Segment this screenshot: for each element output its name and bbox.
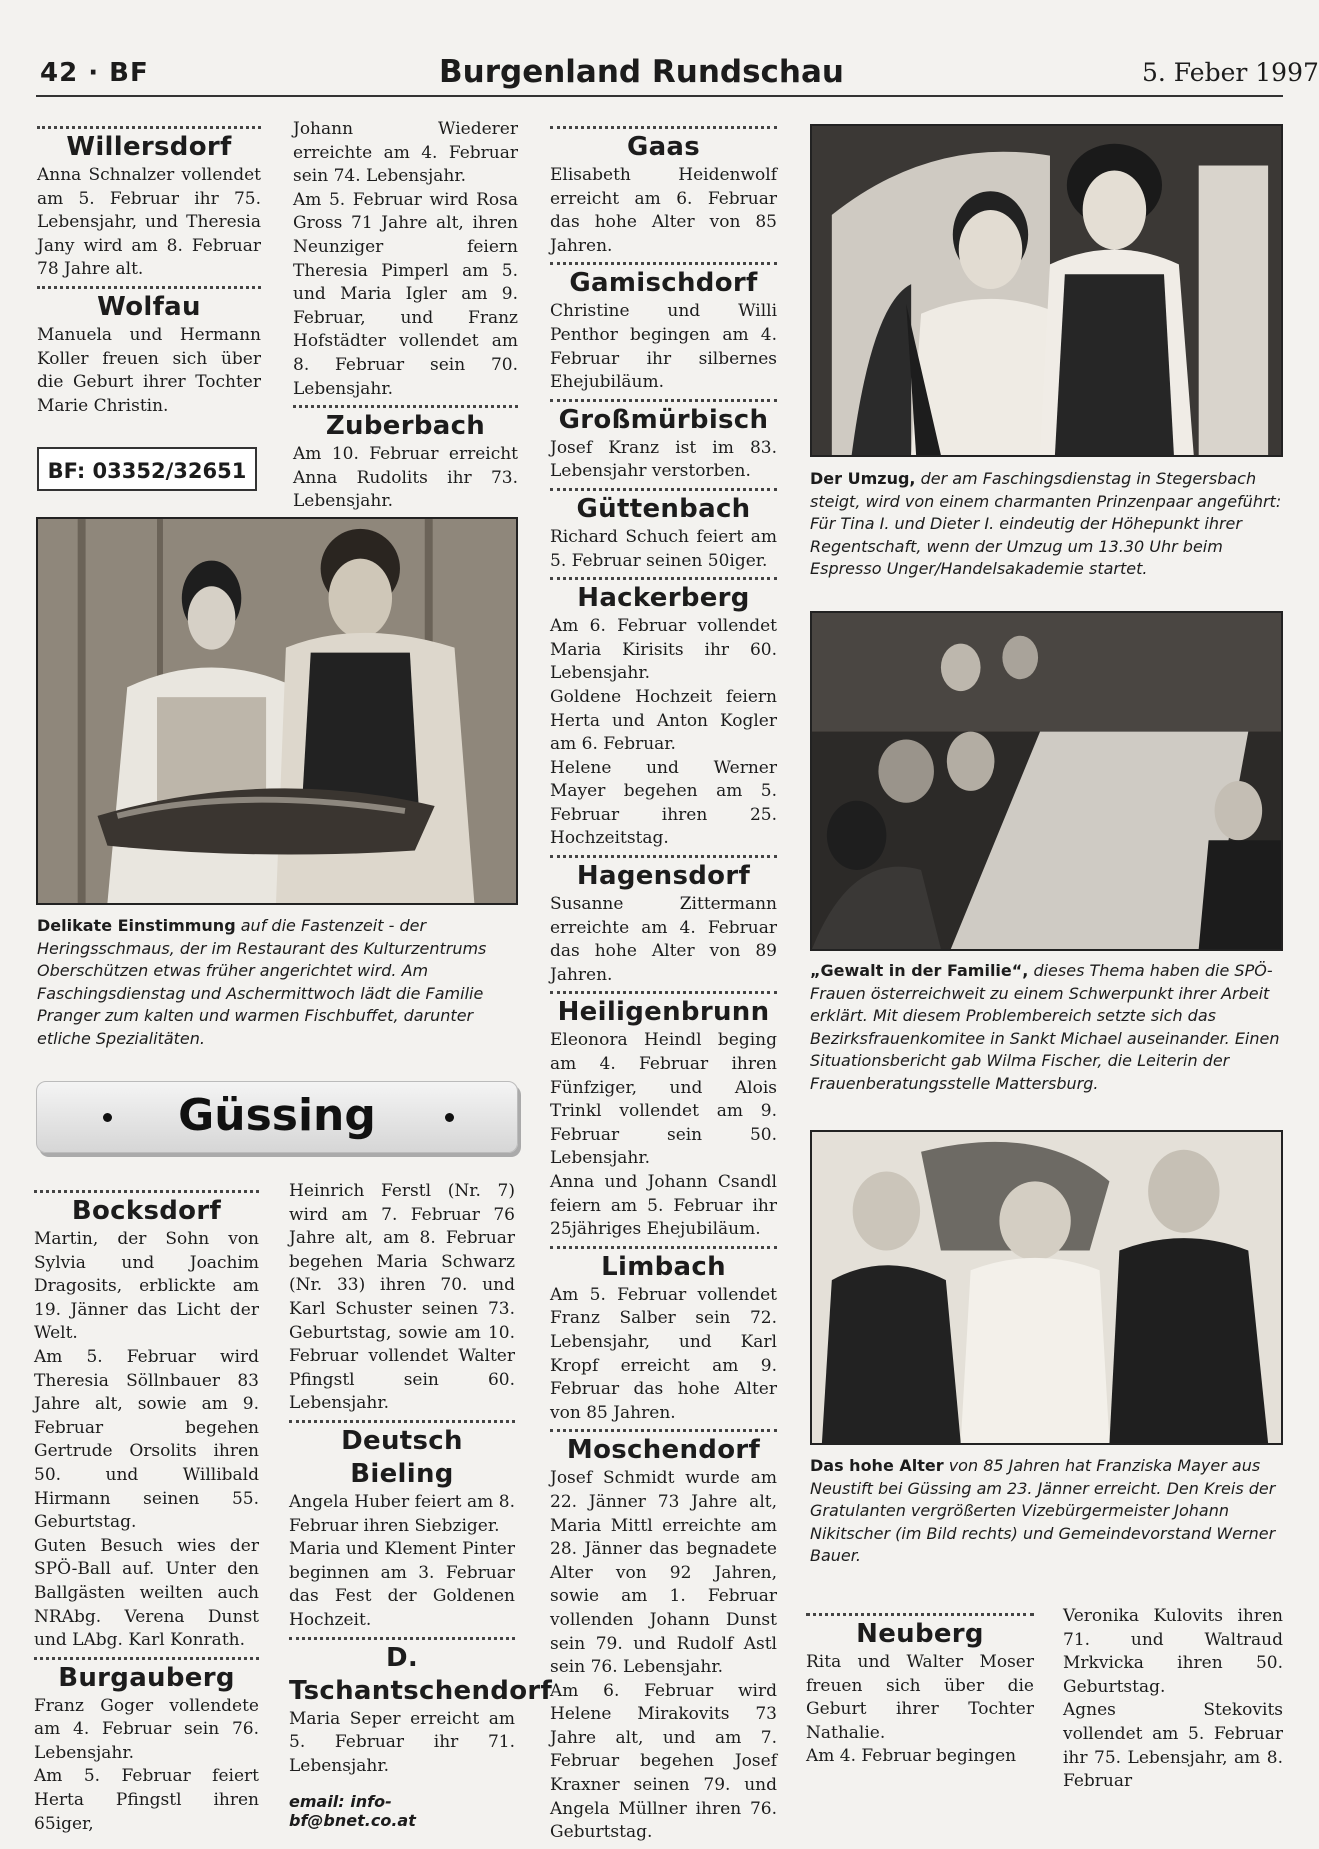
section-heading: Moschendorf: [550, 1429, 777, 1467]
section-heading: Hagensdorf: [550, 855, 777, 893]
section-heading: Neuberg: [806, 1613, 1034, 1651]
section-paragraph: Am 5. Februar feiert Herta Pfingstl ihren 65iger,: [34, 1766, 259, 1834]
column-4a: [806, 1613, 1034, 1773]
section-heading: Bocksdorf: [34, 1190, 259, 1228]
section-paragraph: Susanne Zittermann erreichte am 4. Februar das hohe Alter von 89 Jahren.: [550, 894, 777, 985]
section-paragraph: Am 6. Februar vollendet Maria Kirisits ihr 60. Lebensjahr.: [550, 616, 777, 684]
section-heading: Zuberbach: [293, 405, 518, 443]
caption-prince-couple-text: der am Faschingsdienstag in Stegersbach steigt, wird von einem charmanten Prinzenpaar angeführt: Für Tina I. und Dieter I. eindeutig der Höhepunkt ihrer Regentschaft, wenn der Umzug um 13.30 Uhr beim Espresso Unger/Handelsakademie startet.: [810, 469, 1282, 578]
section-paragraph: Am 6. Februar wird Helene Mirakovits 73 Jahre alt, und am 7. Februar begehen Josef Kraxner seinen 79. und Angela Müllner ihren 76. Geburtstag.: [550, 1680, 777, 1843]
section-zuberbach: [293, 405, 518, 514]
section-paragraph: Am 5. Februar vollendet Franz Salber sein 72. Lebensjahr, und Karl Kropf erreicht am 9. Februar das hohe Alter von 85 Jahren.: [550, 1284, 777, 1423]
section-paragraph: Helene und Werner Mayer begehen am 5. Februar ihren 25. Hochzeitstag.: [550, 757, 777, 849]
section-heading: Heiligenbrunn: [550, 991, 777, 1029]
section-hackerberg: [550, 577, 777, 851]
caption-birthday-lead: Das hohe Alter: [810, 1456, 944, 1475]
section-paragraph: Heinrich Ferstl (Nr. 7) wird am 7. Februar 76 Jahre alt, am 8. Februar begehen Maria Schwarz (Nr. 33) ihren 70. und Karl Schuster seinen 73. Geburtstag, sowie am 10. Februar vollendet Walter Pfingstl sein 60. Lebensjahr.: [289, 1181, 515, 1414]
section-paragraph: Josef Schmidt wurde am 22. Jänner 73 Jahre alt, Maria Mittl erreichte am 28. Jänner das begnadete Alter von 92 Jahren, sowie am 1. Februar vollenden Johann Dunst sein 79. und Rudolf Astl sein 76. Lebensjahr.: [550, 1468, 777, 1678]
section-heading: Gamischdorf: [550, 262, 777, 300]
caption-prince-couple-lead: Der Umzug,: [810, 469, 916, 488]
section-willersdorf: [37, 126, 261, 282]
caption-fish-buffet: [37, 915, 519, 1060]
photo-fish-buffet-image: [38, 519, 516, 903]
section-paragraph: Angela Huber feiert am 8. Februar ihren Siebziger.: [289, 1491, 515, 1536]
section-heading: Willersdorf: [37, 126, 261, 164]
section-paragraph: Anna und Johann Csandl feiern am 5. Februar ihr 25jähriges Ehejubiläum.: [550, 1172, 777, 1240]
column-1-bottom: [34, 1190, 259, 1840]
banner-title: Güssing: [178, 1090, 376, 1141]
column-2-top: [293, 118, 518, 518]
caption-prince-couple: [810, 468, 1283, 588]
caption-women-committee-text: dieses Thema haben die SPÖ-Frauen österreichweit zu einem Schwerpunkt ihrer Arbeit erklärt. Mit diesem Problembereich setzte sich das Bezirksfrauenkomitee in Sankt Michael auseinander. Einen Situationsbericht gab Wilma Fischer, die Leiterin der Frauenberatungsstelle Mattersburg.: [810, 961, 1280, 1093]
section-continued: [289, 1180, 515, 1416]
section-paragraph: Anna Schnalzer vollendet am 5. Februar ihr 75. Lebensjahr, und Theresia Jany wird am 8. Februar 78 Jahre alt.: [37, 165, 261, 280]
section-paragraph: Am 4. Februar begingen: [806, 1746, 1017, 1767]
section-heading: Güttenbach: [550, 488, 777, 526]
section-continued: [1063, 1605, 1283, 1794]
section-hagensdorf: [550, 855, 777, 987]
column-2-bottom: [289, 1180, 553, 1778]
section-paragraph: Agnes Stekovits vollendet am 5. Februar ihr 75. Lebensjahr, am 8. Februar: [1063, 1700, 1283, 1792]
phone-box: BF: 03352/32651: [37, 447, 257, 491]
section-paragraph: Manuela und Hermann Koller freuen sich über die Geburt ihrer Tochter Marie Christin.: [37, 324, 261, 416]
section-banner-guessing: [36, 1081, 518, 1153]
column-3: [550, 126, 777, 1849]
section-paragraph: Johann Wiederer erreichte am 4. Februar sein 74. Lebensjahr.: [293, 119, 518, 187]
section-paragraph: Maria und Klement Pinter beginnen am 3. Februar das Fest der Goldenen Hochzeit.: [289, 1539, 515, 1630]
photo-prince-couple: [810, 124, 1283, 457]
section-moschendorf: [550, 1429, 777, 1845]
section-grossmuerbisch: [550, 399, 777, 484]
section-d-tschantschendorf: [289, 1637, 553, 1779]
section-paragraph: Veronika Kulovits ihren 71. und Waltraud Mrkvicka ihren 50. Geburtstag.: [1063, 1606, 1283, 1697]
page-number: 42 · BF: [40, 58, 149, 88]
photo-fish-buffet: [36, 517, 518, 905]
section-burgauberg: [34, 1657, 259, 1837]
column-1-top: [37, 126, 261, 422]
section-continued: [293, 118, 518, 401]
section-paragraph: Goldene Hochzeit feiern Herta und Anton Kogler am 6. Februar.: [550, 686, 777, 755]
photo-women-committee-image: [812, 613, 1281, 949]
section-heading: Wolfau: [37, 286, 261, 324]
column-4b: [1063, 1605, 1283, 1798]
banner-dot-right: [445, 1113, 454, 1122]
section-paragraph: Maria Seper erreicht am 5. Februar ihr 71. Lebensjahr.: [289, 1708, 515, 1776]
section-heading: Gaas: [550, 126, 777, 164]
section-gaas: [550, 126, 777, 258]
caption-birthday: [810, 1455, 1283, 1575]
column-2-bottom-wrap: [289, 1180, 553, 1831]
newspaper-title: Burgenland Rundschau: [439, 54, 844, 90]
section-heading: Burgauberg: [34, 1657, 259, 1695]
section-paragraph: Richard Schuch feiert am 5. Februar seinen 50iger.: [550, 526, 777, 571]
section-paragraph: Christine und Willi Penthor begingen am 4. Februar ihr silbernes Ehejubiläum.: [550, 301, 777, 393]
section-bocksdorf: [34, 1190, 259, 1653]
section-heading: Deutsch Bieling: [289, 1420, 515, 1491]
photo-women-committee: [810, 611, 1283, 951]
section-guettenbach: [550, 488, 777, 573]
section-wolfau: [37, 286, 261, 418]
photo-birthday-franziska-mayer: [810, 1130, 1283, 1445]
contact-email: email: info-bf@bnet.co.at: [289, 1792, 416, 1831]
section-gamischdorf: [550, 262, 777, 394]
photo-birthday-image: [812, 1132, 1281, 1443]
caption-women-committee-lead: „Gewalt in der Familie“,: [810, 961, 1029, 980]
caption-women-committee: [810, 960, 1283, 1105]
section-paragraph: Guten Besuch wies der SPÖ-Ball auf. Unter den Ballgästen weilten auch NRAbg. Verena Dunst und LAbg. Karl Konrath.: [34, 1535, 259, 1651]
photo-prince-couple-image: [812, 126, 1281, 455]
section-heading: Großmürbisch: [550, 399, 777, 437]
section-heading: Hackerberg: [550, 577, 777, 615]
section-paragraph: Franz Goger vollendete am 4. Februar sein 76. Lebensjahr.: [34, 1695, 259, 1763]
section-paragraph: Eleonora Heindl beging am 4. Februar ihren Fünfziger, und Alois Trinkl vollendet am 9. Februar sein 50. Lebensjahr.: [550, 1030, 777, 1169]
caption-fish-buffet-text: auf die Fastenzeit - der Heringsschmaus, der im Restaurant des Kulturzentrums Oberschützen etwas früher angerichtet wird. Am Faschingsdienstag und Aschermittwoch lädt die Familie Pranger zum kalten und warmen Fischbuffet, darunter etliche Spezialitäten.: [37, 916, 487, 1048]
caption-fish-buffet-lead: Delikate Einstimmung: [37, 916, 236, 935]
issue-date: 5. Feber 1997: [1142, 58, 1319, 87]
section-paragraph: Josef Kranz ist im 83. Lebensjahr verstorben.: [550, 437, 777, 482]
section-paragraph: Elisabeth Heidenwolf erreicht am 6. Februar das hohe Alter von 85 Jahren.: [550, 165, 777, 256]
section-paragraph: Am 10. Februar erreicht Anna Rudolits ihr 73. Lebensjahr.: [293, 444, 518, 512]
section-heiligenbrunn: [550, 991, 777, 1241]
section-paragraph: Martin, der Sohn von Sylvia und Joachim Dragosits, erblickte am 19. Jänner das Licht der Welt.: [34, 1229, 259, 1344]
header-rule: [36, 95, 1283, 97]
section-limbach: [550, 1246, 777, 1426]
caption-birthday-text: von 85 Jahren hat Franziska Mayer aus Neustift bei Güssing am 23. Jänner erreicht. Den Kreis der Gratulanten vergrößerten Vizebürgermeister Johann Nikitscher (im Bild rechts) und Gemeindevorstand Werner Bauer.: [810, 1456, 1276, 1565]
section-paragraph: Am 5. Februar wird Theresia Söllnbauer 83 Jahre alt, sowie am 9. Februar begehen Gertrude Orsolits ihren 50. und Willibald Hirmann seinen 55. Geburtstag.: [34, 1346, 259, 1533]
section-neuberg: [806, 1613, 1034, 1769]
section-heading: Limbach: [550, 1246, 777, 1284]
section-paragraph: Rita und Walter Moser freuen sich über die Geburt ihrer Tochter Nathalie.: [806, 1652, 1034, 1743]
page-header: [0, 0, 1319, 100]
section-paragraph: Am 5. Februar wird Rosa Gross 71 Jahre alt, ihren Neunziger feiern Theresia Pimperl am 5. und Maria Igler am 9. Februar, und Franz Hofstädter vollendet am 8. Februar sein 70. Lebensjahr.: [293, 189, 518, 399]
section-deutsch-bieling: [289, 1420, 515, 1633]
section-heading: D. Tschantschendorf: [289, 1637, 515, 1708]
